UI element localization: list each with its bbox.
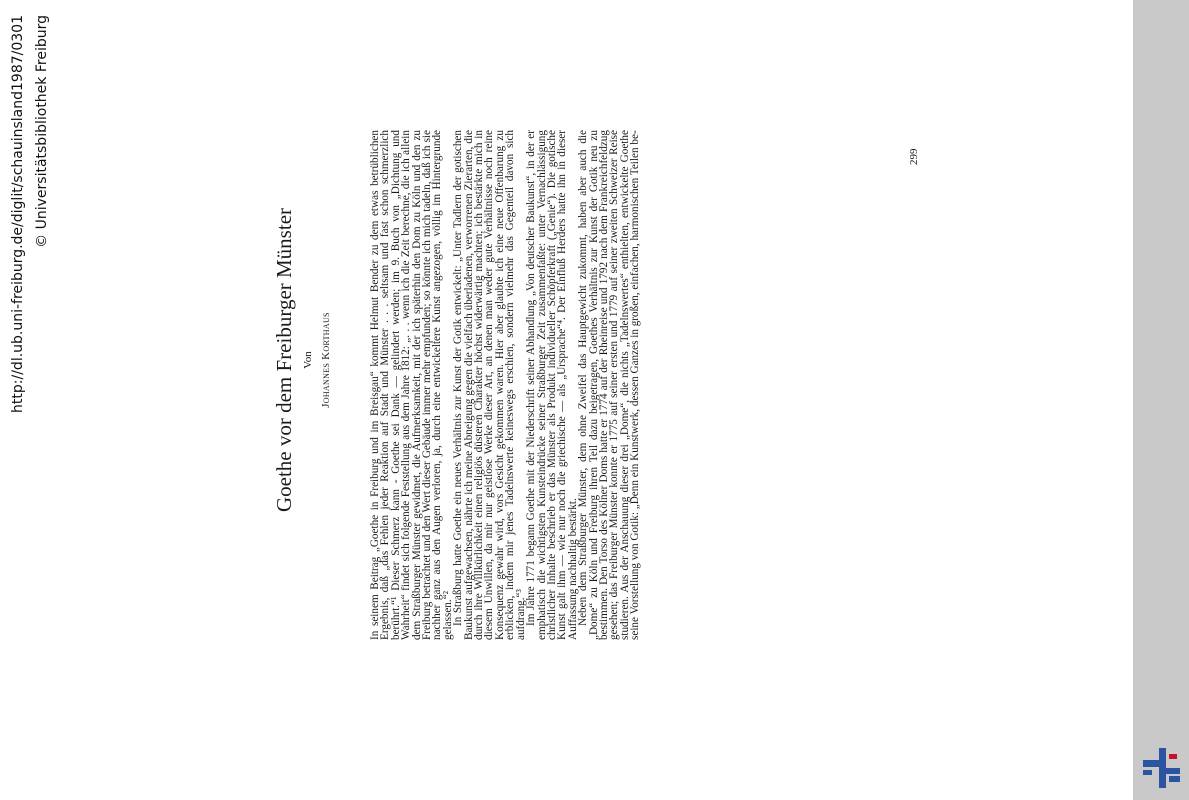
logo-bar xyxy=(1166,768,1180,774)
paragraph: In seinem Beitrag „Goethe in Freiburg und im Breisgau“ kommt Helmut Bender zu dem etwas betrüblichen Ergebnis, daß „das Fehlen jeder Reaktion auf Stadt und Münster . . . seltsam und fast schon schmerzlich berührt.“¹ Dieser Schmerz kann - Goethe sei Dank — gelindert werden; im 9. Buch von „Dichtung und Wahrheit“ findet sich folgende Feststellung aus dem Jahre 1812: „. . . wenn ich die Zeit berechne, die ich allein dem Straßburger Münster gewidmet, die Aufmerksamkeit, mit der ich späterhin den Dom zu Köln und den zu Freiburg betrachtet und den Wert dieser Gebäude immer mehr empfunden; so könnte ich mich tadeln, daß ich sie nachher ganz aus den Augen verloren, ja, durch eine entwickeltere Kunst angezogen, völlig im Hintergrunde gelassen.“² xyxy=(369,130,454,640)
viewer-sidebar xyxy=(1133,0,1189,800)
paragraph: In Straßburg hatte Goethe ein neues Verhältnis zur Kunst der Gotik entwickelt: „Unter Tadlern der gotischen Baukunst aufgewachsen, nährte ich meine Abneigung gegen die vielfach überladenen, verworrenen Zierarten, die durch ihre Willkürlichkeit einen religiös düsteren Charakter höchst widerwärtig machten; ich bestärkte mich in diesem Unwillen, da mir nur geistlose Werke dieser Art, an denen man weder gute Verhältnisse noch reine Konsequenz gewahr wird, vors Gesicht gekommen waren. Hier aber glaubte ich eine neue Offenbarung zu erblicken, indem mir jenes Tadelnswerte keineswegs erschien, sondern vielmehr das Gegenteil davon sich aufdrang.“³ xyxy=(452,130,527,640)
byline: Von xyxy=(302,351,314,369)
article-title: Goethe vor dem Freiburger Münster xyxy=(272,207,296,513)
sidebar-text xyxy=(4,15,60,775)
logo-bar xyxy=(1143,770,1152,775)
logo-bar xyxy=(1169,776,1180,782)
article-body xyxy=(370,130,641,640)
paragraph: Im Jahre 1771 begann Goethe mit der Niederschrift seiner Abhandlung „Von deutscher Baukunst“, in der er emphatisch die wichtigsten Kunsteindrücke seiner Straßburger Zeit zusammenfaßte: unter Vernachlässigung christlicher Inhalte beschrieb er das Münster als Produkt individueller Schöpferkraft („Genie“). Die gotische Kunst galt ihm — wie nur noch die griechische — als „Ursprache“⁴. Der Einfluß Herders hatte ihn in dieser Auffassung nachhaltig bestärkt. xyxy=(525,130,579,640)
ub-freiburg-logo-icon xyxy=(1141,746,1183,790)
author-name: Johannes Korthaus xyxy=(320,312,332,408)
copyright-notice: © Universitätsbibliothek Freiburg xyxy=(34,15,50,248)
paragraph: Neben dem Straßburger Münster, dem ohne Zweifel das Hauptgewicht zukommt, haben aber auch die „Dome“ zu Köln und Freiburg ihren Teil dazu beigetragen, Goethes Verhältnis zur Kunst der Gotik neu zu bestimmen. Den Torso des Kölner Doms hatte er 1774 auf der Rheinreise und 1792 nach dem Frankreichfeldzug gesehen; das Freiburger Münster konnte er 1775 auf seiner ersten und 1779 auf seiner zweiten Schweizer Reise studieren. Aus der Anschauung dieser drei „Dome“, die nichts „Tadelnswertes“ enthielten, entwickelte Goethe seine Vorstellung von Gotik: „Denn ein Kunstwerk, dessen Ganzes in großen, einfachen, harmonischen Teilen be- xyxy=(577,130,642,640)
logo-bar xyxy=(1143,760,1159,767)
logo-accent xyxy=(1169,754,1177,759)
source-url-link[interactable]: http://dl.ub.uni-freiburg.de/diglit/schauinsland1987/0301 xyxy=(10,15,26,413)
logo-bar xyxy=(1159,748,1166,788)
rotated-page xyxy=(272,130,920,640)
page-number: 299 xyxy=(908,148,920,165)
